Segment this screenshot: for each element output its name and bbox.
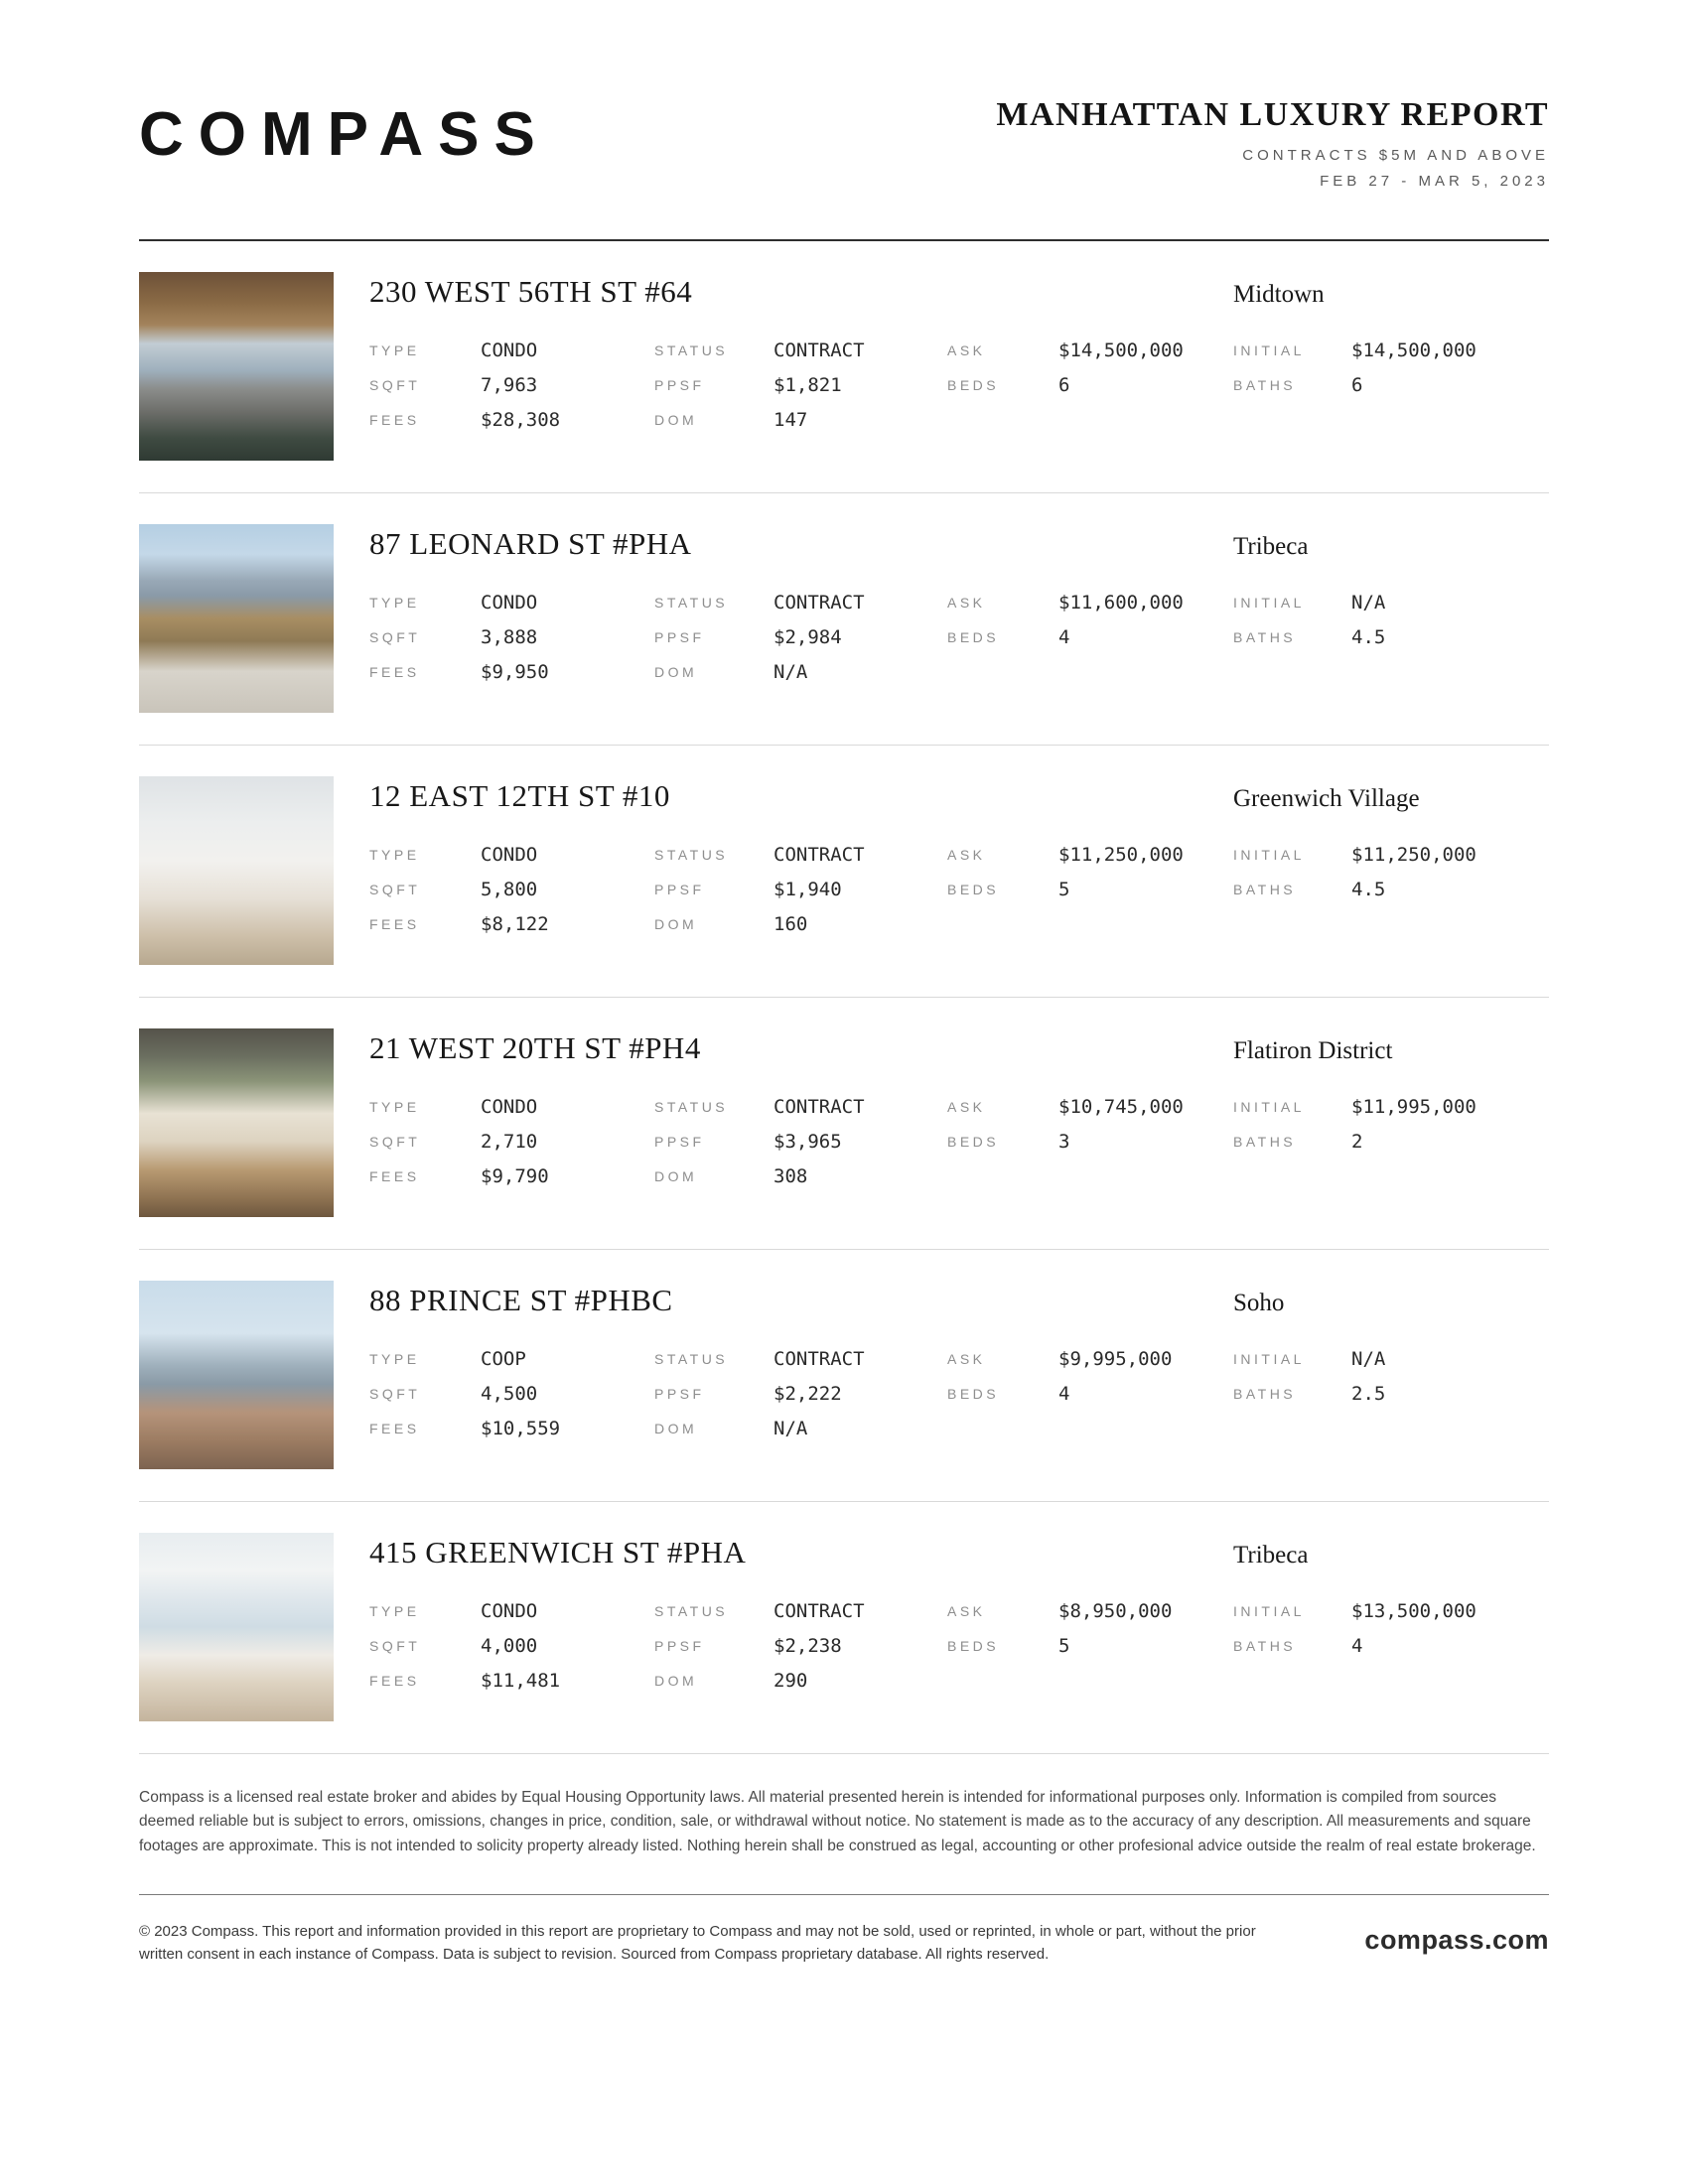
- listing-neighborhood: Tribeca: [1233, 1542, 1309, 1569]
- compass-website-link[interactable]: compass.com: [1364, 1925, 1549, 1956]
- value-type: COOP: [481, 1348, 526, 1370]
- value-status: CONTRACT: [774, 592, 865, 614]
- listing-data-grid: [369, 586, 1549, 690]
- value-baths: 6: [1351, 374, 1363, 396]
- label-sqft: SQFT: [369, 1386, 421, 1402]
- label-type: TYPE: [369, 342, 420, 358]
- value-initial: N/A: [1351, 1348, 1386, 1370]
- label-dom: DOM: [654, 412, 698, 428]
- label-dom: DOM: [654, 1168, 698, 1184]
- label-baths: BATHS: [1233, 1134, 1297, 1150]
- disclaimer-text: Compass is a licensed real estate broker and abides by Equal Housing Opportunity laws. All material presented herein is intended for informational purposes only. Information is compiled from sources deemed reliable but is subject to errors, omissions, changes in price, condition, sale, or withdrawal without notice. No statement is made as to the accuracy of any description. All measurements and square footages are approximate. This is not intended to solicity property already listed. Nothing herein shall be construed as legal, accounting or other profesional advice outside the realm of real estate brokerage.: [139, 1789, 1536, 1854]
- listing-header: [369, 526, 1549, 562]
- label-dom: DOM: [654, 1421, 698, 1436]
- value-fees: $8,122: [481, 913, 549, 935]
- label-status: STATUS: [654, 1351, 729, 1367]
- label-type: TYPE: [369, 847, 420, 863]
- label-status: STATUS: [654, 595, 729, 611]
- label-sqft: SQFT: [369, 629, 421, 645]
- label-fees: FEES: [369, 1168, 420, 1184]
- label-dom: DOM: [654, 1673, 698, 1689]
- report-title-block: [996, 94, 1549, 190]
- listing-data-grid: [369, 334, 1549, 438]
- value-initial: $11,250,000: [1351, 844, 1477, 866]
- listing-data-grid: [369, 838, 1549, 942]
- listing-photo: [139, 524, 334, 713]
- label-sqft: SQFT: [369, 1638, 421, 1654]
- listing-address: 21 WEST 20TH ST #PH4: [369, 1030, 701, 1065]
- listing-header: [369, 1283, 1549, 1318]
- footer-divider: [139, 1894, 1549, 1895]
- listing-neighborhood: Greenwich Village: [1233, 785, 1420, 812]
- value-beds: 4: [1058, 1383, 1070, 1405]
- label-beds: BEDS: [947, 629, 1000, 645]
- label-initial: INITIAL: [1233, 1603, 1305, 1619]
- value-sqft: 2,710: [481, 1131, 538, 1153]
- label-fees: FEES: [369, 916, 420, 932]
- value-dom: 147: [774, 409, 808, 431]
- label-type: TYPE: [369, 1603, 420, 1619]
- listing-address: 87 LEONARD ST #PHA: [369, 526, 692, 561]
- value-dom: N/A: [774, 661, 808, 683]
- listing-photo: [139, 272, 334, 461]
- value-ppsf: $2,238: [774, 1635, 842, 1657]
- value-ppsf: $2,984: [774, 626, 842, 648]
- label-ask: ASK: [947, 342, 986, 358]
- listing-photo: [139, 1028, 334, 1217]
- label-status: STATUS: [654, 1099, 729, 1115]
- value-type: CONDO: [481, 844, 538, 866]
- value-baths: 4: [1351, 1635, 1363, 1657]
- value-initial: $11,995,000: [1351, 1096, 1477, 1118]
- listing-header: [369, 778, 1549, 814]
- label-ppsf: PPSF: [654, 1134, 705, 1150]
- listing-address: 415 GREENWICH ST #PHA: [369, 1535, 747, 1570]
- listing-neighborhood: Tribeca: [1233, 533, 1309, 560]
- label-ask: ASK: [947, 595, 986, 611]
- label-fees: FEES: [369, 412, 420, 428]
- label-initial: INITIAL: [1233, 595, 1305, 611]
- label-status: STATUS: [654, 1603, 729, 1619]
- label-type: TYPE: [369, 1351, 420, 1367]
- listing-address: 88 PRINCE ST #PHBC: [369, 1283, 673, 1317]
- value-type: CONDO: [481, 1600, 538, 1622]
- value-status: CONTRACT: [774, 340, 865, 361]
- label-baths: BATHS: [1233, 1386, 1297, 1402]
- value-ppsf: $1,821: [774, 374, 842, 396]
- label-baths: BATHS: [1233, 629, 1297, 645]
- listing-neighborhood: Midtown: [1233, 281, 1325, 308]
- value-ask: $9,995,000: [1058, 1348, 1173, 1370]
- label-ppsf: PPSF: [654, 377, 705, 393]
- value-type: CONDO: [481, 1096, 538, 1118]
- value-baths: 4.5: [1351, 626, 1386, 648]
- value-beds: 5: [1058, 1635, 1070, 1657]
- listing-row: [139, 493, 1549, 746]
- value-dom: 290: [774, 1670, 808, 1692]
- listing-neighborhood: Flatiron District: [1233, 1037, 1393, 1064]
- label-beds: BEDS: [947, 1134, 1000, 1150]
- label-ppsf: PPSF: [654, 629, 705, 645]
- listing-row: [139, 1250, 1549, 1502]
- listing-header: [369, 1535, 1549, 1570]
- value-fees: $9,790: [481, 1165, 549, 1187]
- listing-header: [369, 274, 1549, 310]
- value-dom: 160: [774, 913, 808, 935]
- listing-data-grid: [369, 1090, 1549, 1194]
- label-dom: DOM: [654, 916, 698, 932]
- value-ask: $8,950,000: [1058, 1600, 1173, 1622]
- value-baths: 2: [1351, 1131, 1363, 1153]
- label-sqft: SQFT: [369, 1134, 421, 1150]
- value-dom: 308: [774, 1165, 808, 1187]
- label-status: STATUS: [654, 342, 729, 358]
- listing-row: [139, 1502, 1549, 1754]
- label-initial: INITIAL: [1233, 342, 1305, 358]
- listing-info: [369, 776, 1549, 965]
- value-type: CONDO: [481, 340, 538, 361]
- label-ppsf: PPSF: [654, 1638, 705, 1654]
- copyright-text: © 2023 Compass. This report and information provided in this report are proprietary to Compass and may not be sold, used or reprinted, in whole or part, without the prior written consent in each instance of Compass. Data is subject to revision. Sourced from Compass proprietary database. All rights reserved.: [139, 1923, 1256, 1963]
- label-fees: FEES: [369, 1673, 420, 1689]
- value-type: CONDO: [481, 592, 538, 614]
- report-title: MANHATTAN LUXURY REPORT: [996, 96, 1549, 133]
- listing-address: 12 EAST 12TH ST #10: [369, 778, 670, 813]
- label-type: TYPE: [369, 1099, 420, 1115]
- report-footer: [139, 1921, 1549, 1966]
- label-ask: ASK: [947, 1351, 986, 1367]
- listings: [139, 241, 1549, 1754]
- value-sqft: 5,800: [481, 879, 538, 900]
- value-ask: $10,745,000: [1058, 1096, 1184, 1118]
- label-baths: BATHS: [1233, 377, 1297, 393]
- listing-row: [139, 998, 1549, 1250]
- label-initial: INITIAL: [1233, 1351, 1305, 1367]
- value-dom: N/A: [774, 1418, 808, 1439]
- listing-info: [369, 1281, 1549, 1469]
- value-ppsf: $3,965: [774, 1131, 842, 1153]
- label-initial: INITIAL: [1233, 1099, 1305, 1115]
- label-beds: BEDS: [947, 882, 1000, 897]
- value-ppsf: $2,222: [774, 1383, 842, 1405]
- value-ask: $11,600,000: [1058, 592, 1184, 614]
- listing-data-grid: [369, 1342, 1549, 1446]
- value-ask: $11,250,000: [1058, 844, 1184, 866]
- value-status: CONTRACT: [774, 1096, 865, 1118]
- value-status: CONTRACT: [774, 1348, 865, 1370]
- label-baths: BATHS: [1233, 1638, 1297, 1654]
- value-sqft: 4,500: [481, 1383, 538, 1405]
- value-sqft: 3,888: [481, 626, 538, 648]
- value-ppsf: $1,940: [774, 879, 842, 900]
- label-ppsf: PPSF: [654, 1386, 705, 1402]
- label-beds: BEDS: [947, 1638, 1000, 1654]
- listing-row: [139, 746, 1549, 998]
- label-fees: FEES: [369, 664, 420, 680]
- listing-info: [369, 272, 1549, 461]
- value-fees: $28,308: [481, 409, 561, 431]
- report-date-range: FEB 27 - MAR 5, 2023: [1320, 173, 1549, 190]
- listing-data-grid: [369, 1594, 1549, 1699]
- value-sqft: 4,000: [481, 1635, 538, 1657]
- listing-photo: [139, 1281, 334, 1469]
- report-header: [139, 94, 1549, 190]
- label-status: STATUS: [654, 847, 729, 863]
- label-beds: BEDS: [947, 377, 1000, 393]
- value-baths: 4.5: [1351, 879, 1386, 900]
- listing-photo: [139, 776, 334, 965]
- label-ask: ASK: [947, 1603, 986, 1619]
- label-initial: INITIAL: [1233, 847, 1305, 863]
- listing-info: [369, 524, 1549, 713]
- listing-address: 230 WEST 56TH ST #64: [369, 274, 693, 309]
- label-sqft: SQFT: [369, 882, 421, 897]
- value-sqft: 7,963: [481, 374, 538, 396]
- value-initial: N/A: [1351, 592, 1386, 614]
- label-type: TYPE: [369, 595, 420, 611]
- listing-info: [369, 1028, 1549, 1217]
- value-beds: 4: [1058, 626, 1070, 648]
- listing-neighborhood: Soho: [1233, 1290, 1285, 1316]
- label-fees: FEES: [369, 1421, 420, 1436]
- value-initial: $13,500,000: [1351, 1600, 1477, 1622]
- label-sqft: SQFT: [369, 377, 421, 393]
- value-fees: $10,559: [481, 1418, 561, 1439]
- listing-row: [139, 241, 1549, 493]
- listing-header: [369, 1030, 1549, 1066]
- value-fees: $11,481: [481, 1670, 561, 1692]
- value-beds: 3: [1058, 1131, 1070, 1153]
- value-beds: 6: [1058, 374, 1070, 396]
- label-ask: ASK: [947, 847, 986, 863]
- label-beds: BEDS: [947, 1386, 1000, 1402]
- label-ppsf: PPSF: [654, 882, 705, 897]
- listing-photo: [139, 1533, 334, 1721]
- value-beds: 5: [1058, 879, 1070, 900]
- label-ask: ASK: [947, 1099, 986, 1115]
- compass-logo: COMPASS: [139, 100, 550, 169]
- report-subtitle: CONTRACTS $5M AND ABOVE: [1242, 147, 1549, 164]
- value-status: CONTRACT: [774, 1600, 865, 1622]
- value-ask: $14,500,000: [1058, 340, 1184, 361]
- value-baths: 2.5: [1351, 1383, 1386, 1405]
- value-initial: $14,500,000: [1351, 340, 1477, 361]
- label-dom: DOM: [654, 664, 698, 680]
- value-status: CONTRACT: [774, 844, 865, 866]
- label-baths: BATHS: [1233, 882, 1297, 897]
- value-fees: $9,950: [481, 661, 549, 683]
- listing-info: [369, 1533, 1549, 1721]
